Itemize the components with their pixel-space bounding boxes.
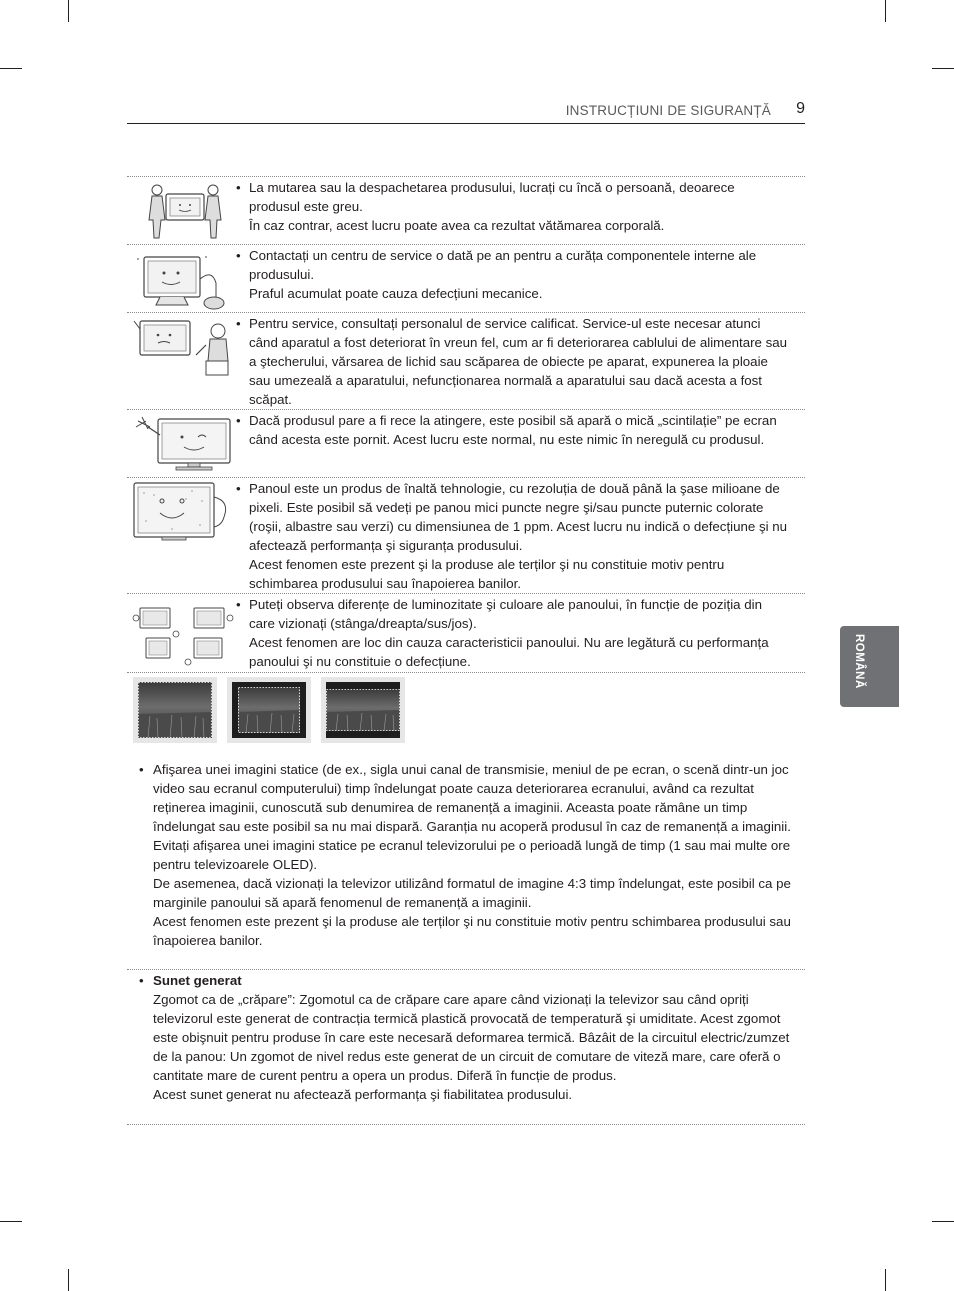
two-people-carrying-tv-icon [132,182,236,248]
row-text [236,479,789,593]
safety-row-lifting [127,176,805,244]
bullet: • [236,413,241,428]
language-tab-label: ROMÂNĂ [853,634,865,689]
section-divider [127,969,805,970]
row-text [236,411,789,449]
row-paragraph: Praful acumulat poate cauza defecțiuni mecanice. [249,286,543,301]
section-paragraph: Acest fenomen este prezent şi la produse ale terților şi nu constituie motiv pentru schimbarea produsului sau înapoierea banilor. [153,914,791,948]
row-paragraph: La mutarea sau la despachetarea produsului, lucrați cu încă o persoană, deoarece produsul este greu. [249,180,735,214]
safety-row-service [127,312,805,409]
row-paragraph: Acest fenomen are loc din cauza caracteristicii panoului. Nu are legătură cu performanța panoului şi nu constituie o defecțiune. [249,635,769,669]
tv-service-technician-icon [132,315,236,381]
section-text [139,971,793,1104]
tv-vacuum-cleaning-icon [132,249,236,315]
bullet: • [139,973,144,988]
section-text [139,760,793,950]
tv-scintillation-icon [132,411,236,477]
crop-mark [932,68,954,69]
bullet: • [236,248,241,263]
page-number: 9 [796,100,805,117]
crop-mark [885,1269,886,1291]
table-bottom-rule [127,672,805,673]
crop-mark [0,1221,22,1222]
generated-sound-section [127,971,805,1123]
section-heading: Sunet generat [153,973,242,988]
crop-mark [0,68,22,69]
header-rule [127,123,805,124]
section-divider [127,1124,805,1125]
crop-mark [68,1269,69,1291]
bullet: • [236,180,241,195]
static-image-section [127,760,805,968]
row-text [236,178,789,235]
row-paragraph: Dacă produsul pare a fi rece la atingere, este posibil să apară o mică „scintilație” pe ecran când acesta este pornit. Acest lucru este normal, nu este nimic în neregulă cu produsul. [249,413,777,447]
section-paragraph: Evitați afişarea unei imagini statice pe ecranul televizorului pe o perioadă lungă de timp (1 sau mai multe ore pentru televizoarele OLED). [153,838,791,872]
image-retention-examples [133,677,413,743]
header-title: INSTRUCȚIUNI DE SIGURANȚĂ [565,103,771,118]
row-text [236,246,789,303]
bullet: • [139,762,144,777]
section-paragraph: Zgomot ca de „crăpare”: Zgomotul ca de crăpare care apare când vizionați la televizor sau când opriți televizorul este generat de contracția termică plastică provocată de temperatură şi umiditate. Acest zgomot este obişnuit pentru produse în care este necesară deformarea termică. Bâzâit de la circuitul electric/zumzet de la panou: Un zgomot de nivel redus este generat de un circuit de comutare de viteză mare, care oferă o cantitate mare de curent pentru a opera un produs. Diferă în funcție de produs. [153,992,790,1083]
safety-row-viewing-angle [127,593,805,672]
section-paragraph: Afişarea unei imagini statice (de ex., sigla unui canal de transmisie, meniul de pe ecran, o scenă dintr-un joc video sau ecranul computerului) timp îndelungat poate cauza deteriorarea ecranului, având ca rezultat reținerea imaginii, cunoscută sub denumirea de remanență a imaginii. Aceasta poate rămâne un timp îndelungat sau este posibil sa nu mai dispară. Garanția nu acoperă produsul în caz de remanență a imaginii. [153,762,791,834]
crop-mark [885,0,886,22]
crop-mark [932,1221,954,1222]
row-paragraph: Puteți observa diferențe de luminozitate şi culoare ale panoului, în funcție de poziția din care vizionați (stânga/dreapta/sus/jos). [249,597,762,631]
retention-thumb-letterbox [321,677,405,743]
bullet: • [236,597,241,612]
tv-viewing-angles-icon [132,602,236,668]
retention-thumb-boxed [227,677,311,743]
section-paragraph: De asemenea, dacă vizionați la televizor utilizând formatul de imagine 4:3 timp îndelungat, este posibil ca pe marginile panoului să apară fenomenul de remanență a imaginii. [153,876,791,910]
safety-row-cleaning [127,244,805,312]
page-header [127,98,805,124]
grass-field-boxed-image-icon [232,682,306,738]
tv-dotted-panel-icon [132,481,236,547]
language-tab [840,626,899,707]
row-text [236,314,789,409]
row-paragraph: Panoul este un produs de înaltă tehnologie, cu rezoluția de două până la şase milioane de pixeli. Este posibil să vedeți pe panou mici puncte negre şi/sau puncte puternic colorate (roşii, albastre sau verzi) cu dimensiunea de 1 ppm. Acest lucru nu indică o defecțiune şi nu afectează performanța şi siguranța produsului. [249,481,788,553]
row-text [236,595,789,671]
row-paragraph: Acest fenomen este prezent şi la produse ale terților şi nu constituie motiv pentru schimbarea produsului sau înapoierea banilor. [249,557,725,591]
row-paragraph: Contactați un centru de service o dată pe an pentru a curăța componentele interne ale produsului. [249,248,757,282]
row-paragraph: Pentru service, consultați personalul de service calificat. Service-ul este necesar atunci când aparatul a fost deteriorat în vreun fel, cum ar fi deteriorarea cablului de alimentare sau a ştecherului, vărsarea de lichid sau scăparea de obiecte pe aparat, expunerea la ploaie sau umezeală a aparatului, nefuncționarea normală a aparatului sau dacă acesta a fost scăpat. [249,316,788,407]
bullet: • [236,481,241,496]
section-paragraph: Acest sunet generat nu afectează performanța şi fiabilitatea produsului. [153,1087,573,1102]
crop-mark [68,0,69,22]
safety-row-scintillation [127,409,805,477]
retention-thumb-full [133,677,217,743]
bullet: • [236,316,241,331]
grass-field-letterbox-image-icon [326,682,400,738]
row-paragraph: În caz contrar, acest lucru poate avea ca rezultat vătămarea corporală. [249,218,665,233]
grass-field-image-icon [138,682,212,738]
safety-row-pixels [127,477,805,593]
